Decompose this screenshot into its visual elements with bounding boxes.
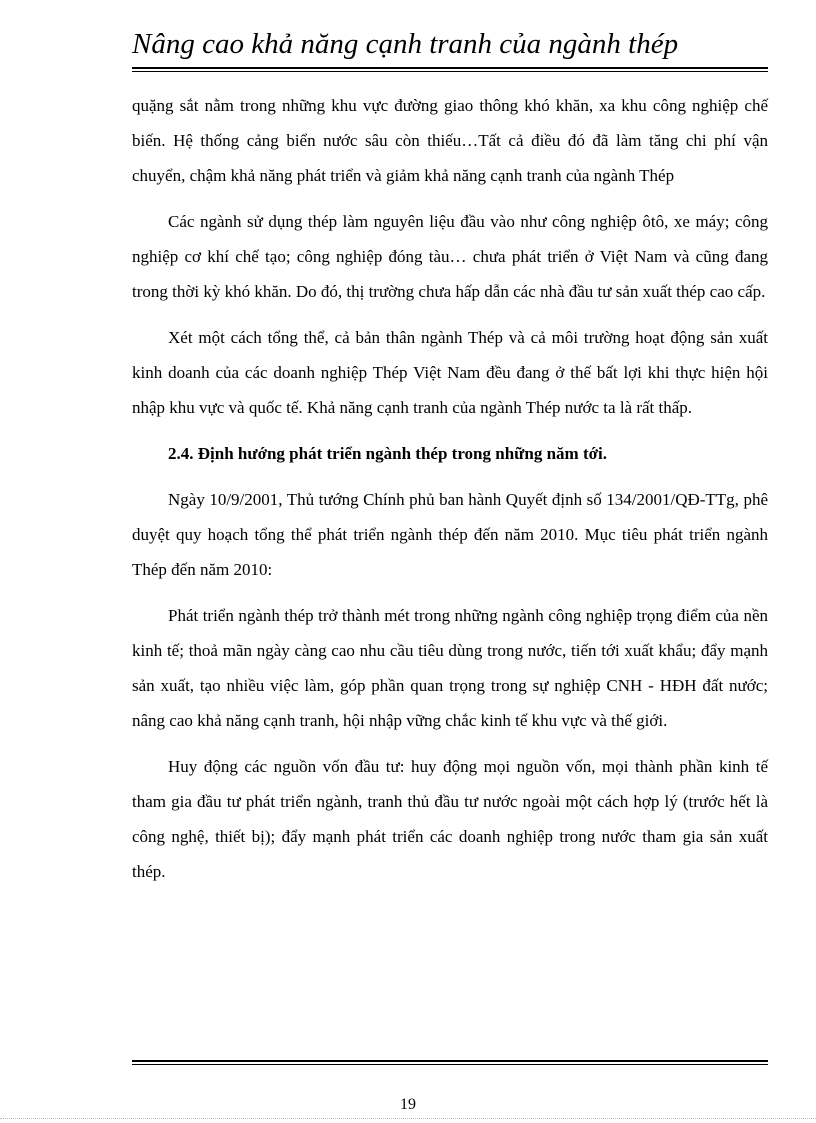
footer-divider [132,1060,768,1065]
section-heading: 2.4. Định hướng phát triển ngành thép trong những năm tới. [168,444,607,463]
header-divider [132,67,768,72]
paragraph: Phát triển ngành thép trở thành mét trong những ngành công nghiệp trọng điểm của nền kinh tế; thoả mãn ngày càng cao nhu cầu tiêu dùng trong nước, tiến tới xuất khẩu; đẩy mạnh sản xuất, tạo nhiều việc làm, góp phần quan trọng trong sự nghiệp CNH - HĐH đất nước; nâng cao khả năng cạnh tranh, hội nhập vững chắc kinh tế khu vực và thế giới. [132,606,768,730]
page-edge-dotted-line [0,1118,816,1119]
paragraph-continued: quặng sắt nằm trong những khu vực đường giao thông khó khăn, xa khu công nghiệp chế biến. Hệ thống cảng biển nước sâu còn thiếu…Tất cả điều đó đã làm tăng chi phí vận chuyển, chậm khả năng phát triển và giảm khả năng cạnh tranh của ngành Thép [132,96,768,185]
document-body [132,88,768,900]
page-header-title: Nâng cao khả năng cạnh tranh của ngành thép [132,28,679,60]
paragraph: Huy động các nguồn vốn đầu tư: huy động mọi nguồn vốn, mọi thành phần kinh tế tham gia đầu tư phát triển ngành, tranh thủ đầu tư nước ngoài một cách hợp lý (trước hết là công nghệ, thiết bị); đẩy mạnh phát triển các doanh nghiệp trong nước tham gia sản xuất thép. [132,757,768,881]
paragraph: Các ngành sử dụng thép làm nguyên liệu đầu vào như công nghiệp ôtô, xe máy; công nghiệp cơ khí chế tạo; công nghiệp đóng tàu… chưa phát triển ở Việt Nam và cũng đang trong thời kỳ khó khăn. Do đó, thị trường chưa hấp dẫn các nhà đầu tư sản xuất thép cao cấp. [132,212,768,301]
paragraph: Ngày 10/9/2001, Thủ tướng Chính phủ ban hành Quyết định số 134/2001/QĐ-TTg, phê duyệt quy hoạch tổng thể phát triển ngành thép đến năm 2010. Mục tiêu phát triển ngành Thép đến năm 2010: [132,490,768,579]
paragraph: Xét một cách tổng thể, cả bản thân ngành Thép và cả môi trường hoạt động sản xuất kinh doanh của các doanh nghiệp Thép Việt Nam đều đang ở thế bất lợi khi thực hiện hội nhập khu vực và quốc tế. Khả năng cạnh tranh của ngành Thép nước ta là rất thấp. [132,328,768,417]
page-number: 19 [400,1096,416,1113]
